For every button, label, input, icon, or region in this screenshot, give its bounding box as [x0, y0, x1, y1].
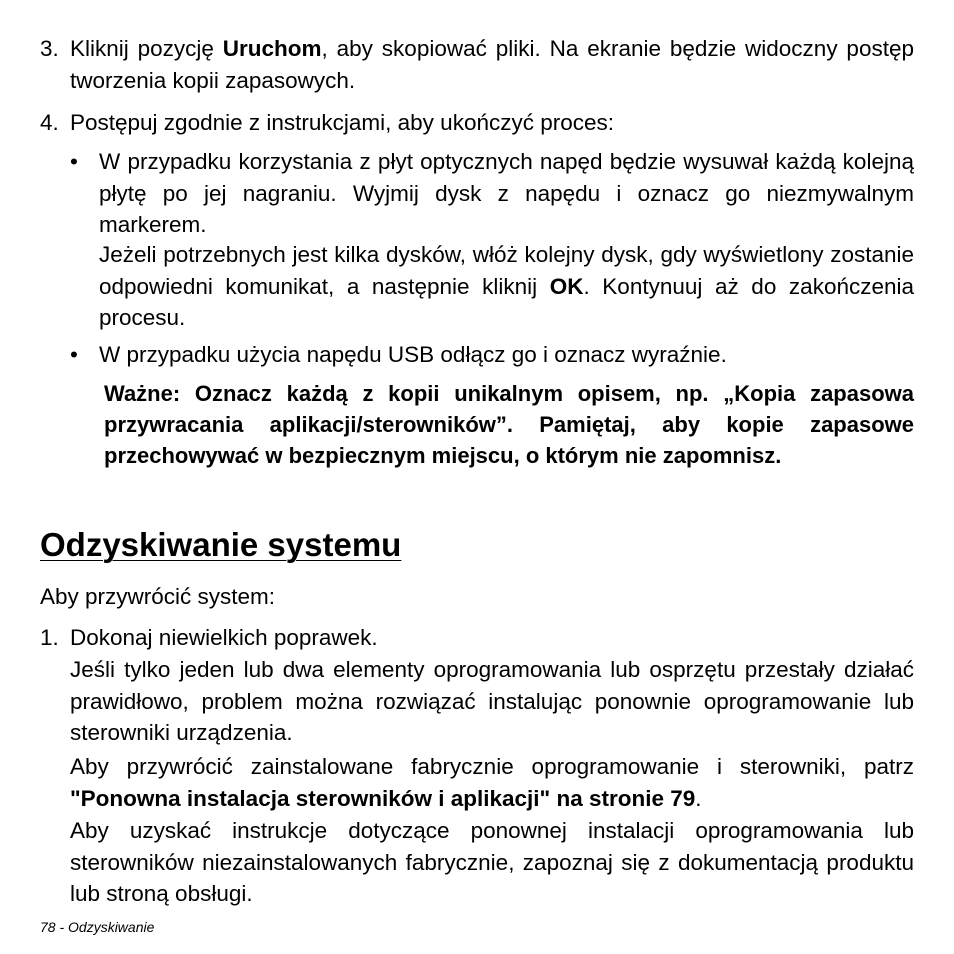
step-1-title: Dokonaj niewielkich poprawek.	[70, 625, 378, 650]
bullet-2-text: W przypadku użycia napędu USB odłącz go i oznacz wyraźnie.	[99, 342, 727, 367]
bullet-2-symbol: •	[70, 342, 78, 367]
section-heading: Odzyskiwanie systemu	[40, 526, 402, 563]
step-1-paragraph-1: Jeśli tylko jeden lub dwa elementy oprogramowania lub osprzętu przestały działać prawidłowo, problem można rozwiązać instalując ponownie oprogramowanie lub sterowniki urządzenia.	[70, 657, 914, 745]
step-3-text-pre: Kliknij pozycję	[70, 36, 223, 61]
important-note: Ważne: Oznacz każdą z kopii unikalnym opisem, np. „Kopia zapasowa przywracania aplikacji/sterowników”. Pamiętaj, aby kopie zapasowe przechowywać w bezpiecznym miejscu, o którym nie zapomnisz.	[104, 381, 914, 469]
bullet-1-subtext	[99, 239, 914, 334]
bullet-1-subtext-post: . Kontynuuj aż do zakończenia procesu.	[99, 273, 915, 330]
page-footer: 78 - Odzyskiwanie	[40, 919, 155, 935]
step-4-text: Postępuj zgodnie z instrukcjami, aby ukończyć proces:	[70, 110, 615, 135]
step-1-paragraph-3: Aby uzyskać instrukcje dotyczące ponownej instalacji oprogramowania lub sterowników niezainstalowanych fabrycznie, zapoznaj się z dokumentacją produktu lub stroną obsługi.	[70, 818, 914, 906]
uruchom-label: Uruchom	[222, 36, 322, 61]
reinstall-link-text: "Ponowna instalacja sterowników i aplikacji" na stronie 79	[70, 785, 696, 811]
section-intro: Aby przywrócić system:	[40, 584, 276, 609]
step-3-text	[70, 33, 914, 96]
step-4-number: 4.	[40, 110, 59, 135]
bullet-1-subtext-pre: Jeżeli potrzebnych jest kilka dysków, włóż kolejny dysk, gdy wyświetlony zostanie odpowiedni komunikat, a następnie kliknij	[99, 242, 914, 299]
step-1-paragraph-2-post: .	[695, 785, 702, 811]
step-3-text-post: , aby skopiować pliki. Na ekranie będzie widoczny postęp tworzenia kopii zapasowych.	[70, 36, 914, 93]
step-3-number: 3.	[40, 36, 59, 61]
step-1-number: 1.	[40, 625, 59, 650]
step-1-paragraph-2-pre: Aby przywrócić zainstalowane fabrycznie oprogramowanie i sterowniki, patrz	[70, 754, 914, 779]
bullet-1-symbol: •	[70, 149, 78, 174]
step-1-paragraph-2	[70, 751, 914, 814]
ok-label: OK	[549, 273, 584, 299]
bullet-1-text: W przypadku korzystania z płyt optycznych napęd będzie wysuwał każdą kolejną płytę po jej nagraniu. Wyjmij dysk z napędu i oznacz go niezmywalnym markerem.	[99, 149, 914, 237]
